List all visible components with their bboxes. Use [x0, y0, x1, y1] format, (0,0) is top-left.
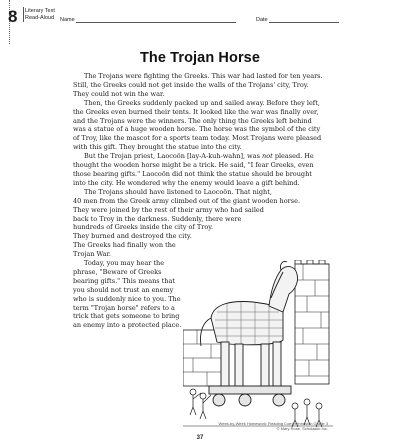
- paragraph-3-start: But the Trojan priest, Laocoön [lay-A-kuh-wahn], was: [84, 152, 263, 161]
- credit-line-2: © Mary Rose, Scholastic Inc.: [276, 426, 328, 431]
- name-line: [76, 16, 236, 23]
- text-line: term "Trojan horse" refers to a: [73, 303, 175, 312]
- text-line: Today, you may hear the: [84, 259, 165, 268]
- tag-line-2: Read-Aloud: [25, 15, 55, 21]
- date-field: [256, 16, 339, 23]
- text-line: Trojan War.: [73, 250, 111, 259]
- tag-divider: [23, 7, 24, 22]
- text-line: 40 men from the Greek army climbed out of the giant wooden horse.: [73, 196, 301, 205]
- text-line: phrase, "Beware of Greeks: [73, 267, 162, 276]
- paragraph-4: [73, 187, 301, 259]
- text-line: They were joined by the rest of their army who had sailed: [73, 205, 264, 214]
- text-line: The Trojans should have listened to Laocoön. That night,: [84, 187, 272, 196]
- paragraph-2: Then, the Greeks suddenly packed up and sailed away. Before they left, the Greeks even burned their tents. It looked like the war was finally over, and the Trojans were the winners. The only thing the Greeks left behind was a statue of a huge wooden horse. The horse was the symbol of the city of Troy, like the mascot for a sports team today. Most Trojans were pleased with this gift. They brought the statue into the city.: [73, 98, 322, 152]
- text-line: hundreds of Greeks inside the city of Troy.: [73, 223, 214, 232]
- text-line: who is suddenly nice to you. The: [73, 294, 181, 303]
- page-number: 8: [8, 7, 18, 26]
- footer-credit: [219, 421, 328, 431]
- name-label: Name: [60, 17, 75, 23]
- credit-line-1: Week-by-Week Homework: Reading Comprehension Grade 3: [218, 421, 328, 426]
- text-line: The Greeks had finally won the: [73, 241, 176, 250]
- text-line: They burned and destroyed the city.: [73, 232, 192, 241]
- paragraph-1: The Trojans were fighting the Greeks. This war had lasted for ten years. Still, the Greeks could not get inside the walls of the Trojans' city, Troy. They could not win the war.: [73, 72, 323, 98]
- text-line: an enemy into a protected place.: [73, 321, 182, 330]
- text-line: bearing gifts." This means that: [73, 276, 175, 285]
- paragraph-3-emphasis: not: [262, 152, 273, 161]
- page-title: The Trojan Horse: [139, 50, 261, 66]
- paragraph-3-end: pleased. He thought the wooden horse might be a trick. He said, "I fear Greeks, even those bearing gifts." Laocoön did not think the statue should be brought into the city. He wondered why the enemy would leave a gift behind.: [73, 152, 314, 187]
- section-tag: [25, 8, 55, 22]
- text-line: trick that gets someone to bring: [73, 312, 180, 321]
- tag-line-1: Literary Text: [25, 8, 55, 14]
- trojan-horse-illustration: [183, 260, 333, 428]
- footer-page-number: 37: [196, 435, 204, 441]
- text-line: you should not trust an enemy: [73, 285, 174, 294]
- date-label: Date: [256, 17, 268, 23]
- text-line: back to Troy in the darkness. Suddenly, there were: [73, 214, 242, 223]
- name-field: [60, 16, 236, 23]
- paragraph-3: [73, 152, 325, 188]
- date-line: [269, 16, 339, 23]
